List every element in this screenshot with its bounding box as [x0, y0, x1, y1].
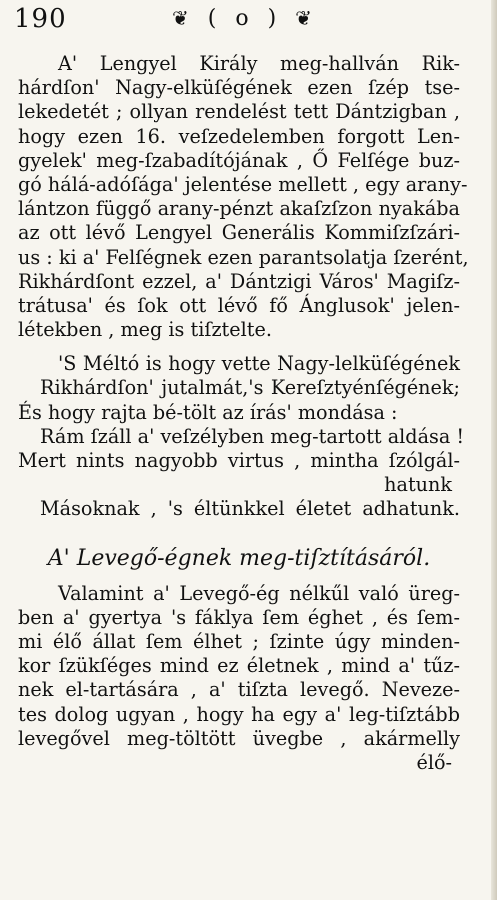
text-line: kor ſzükſéges mind ez életnek , mind a' tűz- — [18, 654, 460, 678]
text-line: ben a' gyertya 's fáklya ſem éghet , és ſem- — [18, 605, 460, 629]
text-line: Rikhárdſont ezzel, a' Dántzigi Város' Magiſz- — [18, 269, 460, 293]
text-line: Valamint a' Levegő-ég nélkűl való üreg- — [58, 581, 460, 605]
paragraph-air-purification — [18, 582, 460, 776]
text-line: hárdſon' Nagy-elküſégének ezen ſzép tse- — [18, 76, 460, 100]
text-line: létekben , meg is tiſztelte. — [18, 318, 272, 342]
verse-line: Rikhárdſon' jutalmát,'s Kereſztyénſégének; — [40, 376, 460, 400]
text-line: mi élő állat ſem élhet ; ſzinte úgy minden- — [18, 629, 460, 653]
text-line: az ott lévő Lengyel Generális Kommiſzſzári- — [18, 221, 460, 245]
text-line: lántzon függő arany-pénzt akaſzſzon nyakába — [18, 197, 460, 221]
header-ornament — [172, 6, 318, 31]
text-line: gyelek' meg-ſzabadítójának , Ő Felſége buz- — [18, 148, 460, 172]
text-line: hogy ezen 16. veſzedelemben forgott Len- — [18, 124, 460, 148]
text-line: gó hálá-adóſága' jelentése mellett , egy arany- — [18, 172, 468, 196]
page-body — [18, 52, 469, 775]
paragraph-king-reward — [18, 52, 469, 342]
page-edge — [491, 0, 497, 900]
text-line: lekedetét ; ollyan rendelést tett Dántzigban , — [18, 100, 460, 124]
verse-line: Rám ſzáll a' veſzélyben meg-tartott aldása ! — [40, 424, 465, 448]
fleuron-left-icon: ❦ — [172, 6, 195, 30]
page-number: 190 — [14, 4, 67, 34]
verse-line: És hogy rajta bé-tölt az írás' mondása : — [18, 400, 398, 424]
verse-line: Mert nints nagyobb virtus , mintha ſzólgál- — [18, 449, 460, 472]
text-line: tes dolog ugyan , hogy ha egy a' leg-tiſztább — [18, 702, 460, 726]
verse-line: hatunk — [384, 473, 452, 497]
poem-verse — [18, 352, 465, 521]
section-heading: A' Levegő-égnek meg-tiſztításáról. — [47, 545, 431, 571]
text-line: us : ki a' Felſégnek ezen parantsolatja ſzerént, — [18, 245, 469, 269]
text-line: nek el-tartására , a' tiſzta levegő. Neveze- — [18, 678, 460, 702]
page-header — [10, 4, 480, 40]
fleuron-right-icon: ❦ — [295, 6, 318, 30]
verse-line: 'S Méltó is hogy vette Nagy-lelküſégének — [58, 352, 460, 376]
text-line: A' Lengyel Király meg-hallván Rik- — [58, 52, 460, 75]
text-line: levegővel meg-töltött üvegbe , akármelly — [18, 726, 460, 750]
text-line: trátusa' és ſok ott lévő fő Ánglusok' jelen- — [18, 293, 460, 317]
catchword: élő- — [416, 750, 452, 774]
verse-line: Másoknak , 's éltünkkel életet adhatunk. — [40, 497, 460, 521]
ornament-center: ( o ) — [207, 6, 283, 31]
